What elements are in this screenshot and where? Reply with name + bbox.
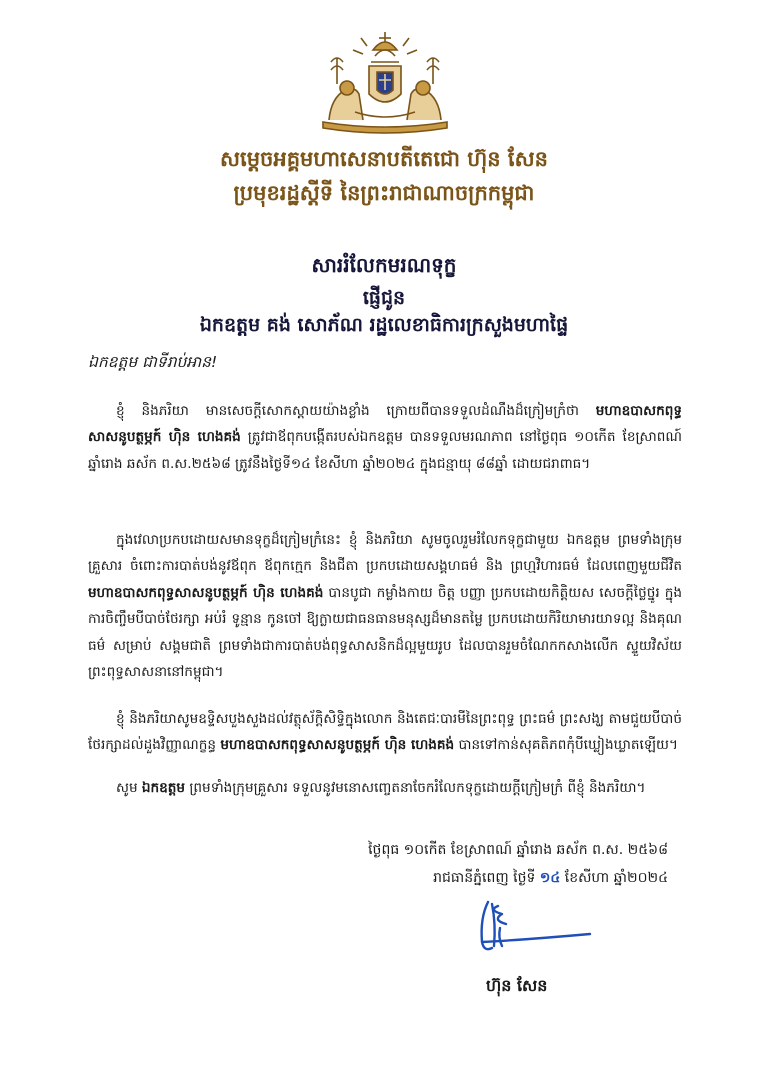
paragraph-2 bbox=[88, 527, 682, 685]
salutation: ឯកឧត្តម ជាទីរាប់អាន! bbox=[88, 353, 218, 371]
signature-icon bbox=[462, 898, 592, 960]
deceased-name: មហាឧបាសកពុទ្ធសាសនូបត្ថម្ភក៍ ហ៊ិន ហេងគង់ bbox=[220, 737, 455, 754]
paragraph-3 bbox=[88, 706, 682, 759]
paragraph-text: បានបូជា កម្លាំងកាយ ចិត្ត បញ្ញា ប្រកបដោយកិត្តិយស សេចក្តីថ្លៃថ្នូរ ក្នុងការចិញ្ចឹមបីបាច់ថែរក្សា អប់រំ ទូន្មាន កូនចៅ ឱ្យក្លាយជាធនធានមនុស្សដ៏មានតម្លៃ ប្រកបដោយកិរិយាមារយាទល្អ និងគុណធម៌ សម្រាប់ សង្គមជាតិ ព្រមទាំងជាការបាត់បង់ពុទ្ធសាសនិកដ៏ល្អមួយរូប ដែលបានរួមចំណែកកសាងលើក ស្ទួយវិស័យព្រះពុទ្ធសាសនានៅកម្ពុជា។ bbox=[88, 584, 682, 681]
lunar-date: ថ្ងៃពុធ ១០កើត ខែស្រាពណ៍ ឆ្នាំរោង ឆស័ក ព.ស. ២៥៦៨ bbox=[368, 842, 668, 858]
deceased-name: មហាឧបាសកពុទ្ធសាសនូបត្ថម្ភក៍ ហ៊ិន ហេងគង់ bbox=[88, 403, 682, 446]
place-suffix: ខែសីហា ឆ្នាំ២០២៤ bbox=[560, 870, 668, 886]
paragraph-text: ក្នុងវេលាប្រកបដោយសមានទុក្ខដ៏ក្រៀមក្រំនេះ ខ្ញុំ និងភរិយា សូមចូលរួមរំលែកទុក្ខជាមួយ ឯកឧត្តម ព្រមទាំងក្រុមគ្រួសារ ចំពោះការបាត់បង់នូវឪពុក ឪពុកក្មេក និងជីតា ប្រកបដោយសង្គហធម៌ និង ព្រហ្មវិហារធម៌ ដែលពេញមួយជីវិត bbox=[88, 532, 682, 575]
paragraph-text: ខ្ញុំ និងភរិយា មានសេចក្តីសោកស្តាយយ៉ាងខ្លាំង ក្រោយពីបានទទួលដំណឹងដ៏ក្រៀមក្រំថា bbox=[116, 403, 596, 419]
deceased-name: មហាឧបាសកពុទ្ធសាសនូបត្ថម្ភក៍ ហ៊ិន ហេងគង់ bbox=[88, 584, 324, 601]
date-day: ១៤ bbox=[539, 870, 561, 886]
letter-subtitle: ផ្ញើជូន bbox=[362, 287, 406, 309]
signatory-name: ហ៊ុន សែន bbox=[486, 976, 548, 995]
paragraph-text: ខ្ញុំ និងភរិយាសូមឧទ្ទិសបួងសួងដល់វត្ថុស័ក្តិសិទ្ធិក្នុងលោក និងតេជៈបារមីនៃព្រះពុទ្ធ ព្រះធម៌ ព្រះសង្ឃ តាមជួយបីបាច់ថែរក្សាដល់ដួងវិញ្ញាណក្ខន្ធ bbox=[88, 711, 682, 754]
paragraph-text: ព្រមទាំងក្រុមគ្រួសារ ទទួលនូវមនោសញ្ចេតនាចែករំលែកទុក្ខដោយក្តីក្រៀមក្រំ ពីខ្ញុំ និងភរិយា។ bbox=[185, 780, 646, 796]
paragraph-1 bbox=[88, 398, 682, 477]
paragraph-4 bbox=[88, 775, 682, 801]
recipient-line: ឯកឧត្តម គង់ សោភ័ណ រដ្ឋលេខាធិការក្រសួងមហាផ្ទៃ bbox=[199, 314, 569, 336]
sender-position: ប្រមុខរដ្ឋស្តីទី នៃព្រះរាជាណាចក្រកម្ពុជា bbox=[233, 181, 535, 205]
place-date bbox=[433, 868, 668, 889]
place-prefix: រាជធានីភ្នំពេញ ថ្ងៃទី bbox=[433, 870, 540, 886]
paragraph-text: បានទៅកាន់សុគតិភពកុំបីឃ្លៀងឃ្លាតឡើយ។ bbox=[454, 737, 678, 754]
paragraph-text: សូម bbox=[116, 780, 142, 796]
letter-title: សាររំលែកមរណទុក្ខ bbox=[311, 253, 457, 277]
recipient-honorific: ឯកឧត្តម bbox=[141, 780, 186, 796]
paragraph-text: ត្រូវជាឪពុកបង្កើតរបស់ឯកឧត្តម បានទទួលមរណភាព នៅថ្ងៃពុធ ១០កើត ខែស្រាពណ៍ ឆ្នាំរោង ឆស័ក ព.ស.២៥៦៨ ត្រូវនឹងថ្ងៃទី១៤ ខែសីហា ឆ្នាំ២០២៤ ក្នុងជន្មាយុ ៨៨ឆ្នាំ ដោយជរាពាធ។ bbox=[88, 429, 682, 472]
royal-arms-emblem-icon bbox=[315, 28, 455, 136]
sender-title: សម្តេចអគ្គមហាសេនាបតីតេជោ ហ៊ុន សែន bbox=[220, 147, 548, 171]
